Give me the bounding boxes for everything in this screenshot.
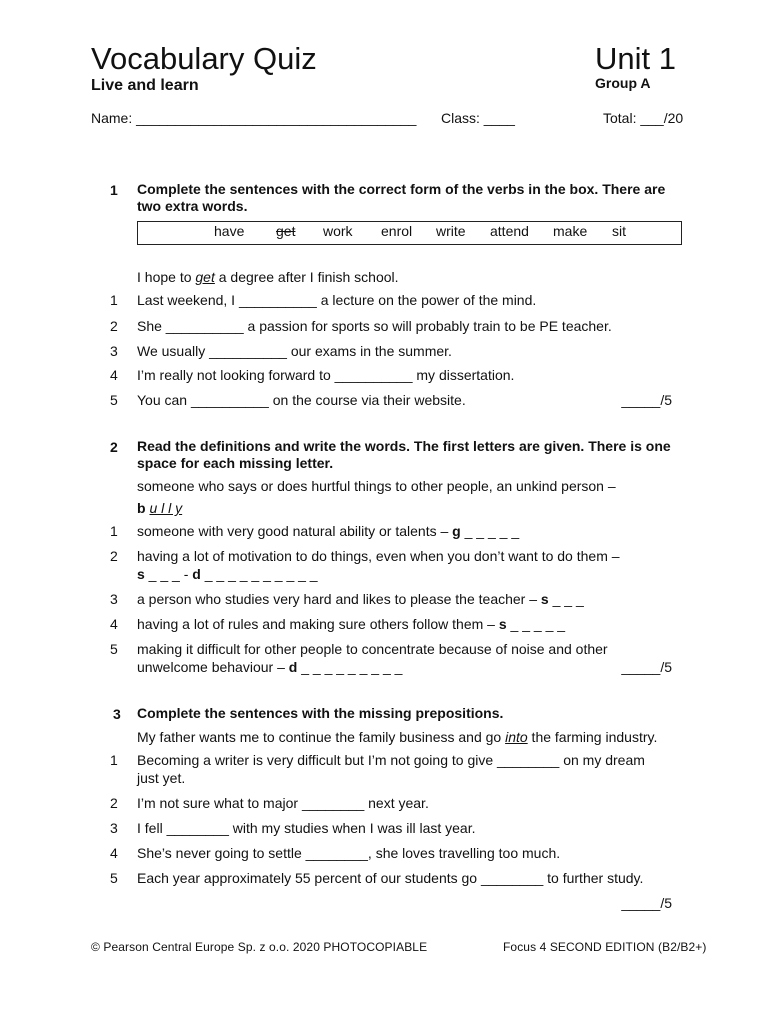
item-text-continued	[137, 658, 402, 676]
answer-letters: u l l y	[149, 500, 183, 516]
footer-copyright: © Pearson Central Europe Sp. z o.o. 2020 PHOTOCOPIABLE	[91, 940, 428, 954]
first-letter: s	[137, 566, 145, 582]
example-text: the farming industry.	[527, 729, 658, 745]
section-number: 1	[110, 182, 118, 198]
blanks: _ _ _ _ _ _ _ _ _	[297, 659, 403, 675]
item-text: She’s never going to settle ________, she loves travelling too much.	[137, 845, 561, 861]
first-letter: d	[192, 566, 201, 582]
item-text	[137, 615, 565, 633]
class-field: Class: ____	[441, 110, 515, 126]
first-letter: b	[137, 500, 146, 516]
definition: unwelcome behaviour –	[137, 659, 289, 675]
blanks: _ _ _ _ _	[460, 523, 520, 539]
example-answer: into	[505, 729, 528, 745]
page-title: Vocabulary Quiz	[91, 41, 317, 76]
footer-edition: Focus 4 SECOND EDITION (B2/B2+)	[503, 940, 707, 954]
example-text: I hope to	[137, 269, 196, 285]
example-definition: someone who says or does hurtful things to other people, an unkind person –	[137, 478, 616, 494]
section-score: _____/5	[621, 659, 672, 675]
item-number: 3	[110, 591, 118, 607]
section-instruction: Read the definitions and write the words. The first letters are given. There is one space for each missing letter.	[137, 438, 671, 471]
first-letter: g	[452, 523, 461, 539]
item-number: 5	[110, 870, 118, 886]
section-instruction: Complete the sentences with the missing prepositions.	[137, 705, 504, 721]
item-number: 5	[110, 641, 118, 657]
example-text: My father wants me to continue the family business and go	[137, 729, 506, 745]
blanks: _ _ _ _ _	[506, 616, 566, 632]
definition: having a lot of rules and making sure others follow them –	[137, 616, 499, 632]
item-number: 2	[110, 795, 118, 811]
word-box	[137, 221, 682, 245]
example-sentence	[137, 728, 657, 746]
definition: someone with very good natural ability or talents –	[137, 523, 453, 539]
item-answer-line	[137, 565, 318, 583]
item-number: 4	[110, 367, 118, 383]
section-instruction: Complete the sentences with the correct form of the verbs in the box. There are two extra words.	[137, 181, 666, 214]
item-text: You can __________ on the course via their website.	[137, 392, 466, 408]
word-item: attend	[490, 223, 529, 239]
item-number: 1	[110, 523, 118, 539]
item-text-continued: just yet.	[137, 770, 186, 786]
item-text: She __________ a passion for sports so will probably train to be PE teacher.	[137, 318, 612, 334]
first-letter: s	[540, 591, 549, 607]
item-number: 4	[110, 616, 118, 632]
example-answer: get	[195, 269, 215, 285]
name-field: Name: ____________________________________	[91, 110, 417, 126]
section-score: _____/5	[621, 392, 672, 408]
item-text	[137, 590, 584, 608]
word-item-crossed: get	[276, 223, 296, 239]
item-number: 4	[110, 845, 118, 861]
item-number: 3	[110, 343, 118, 359]
first-letter: d	[288, 659, 298, 675]
item-number: 2	[110, 548, 118, 564]
item-text: making it difficult for other people to concentrate because of noise and other	[137, 641, 608, 657]
item-number: 5	[110, 392, 118, 408]
blanks: _ _ _	[548, 591, 584, 607]
item-text: having a lot of motivation to do things, even when you don’t want to do them –	[137, 548, 620, 564]
example-sentence	[137, 268, 399, 286]
item-number: 1	[110, 292, 118, 308]
group-label: Group A	[595, 75, 651, 91]
example-answer	[137, 499, 182, 517]
total-field: Total: ___/20	[603, 110, 684, 126]
word-item: make	[553, 223, 588, 239]
blanks: _ _ _ _ _ _ _ _ _ _	[200, 566, 318, 582]
blanks: _ _ _ -	[144, 566, 193, 582]
item-text: I’m not sure what to major ________ next year.	[137, 795, 429, 811]
word-item: sit	[612, 223, 626, 239]
item-text: I’m really not looking forward to __________ my dissertation.	[137, 367, 515, 383]
first-letter: s	[498, 616, 507, 632]
word-item: enrol	[381, 223, 413, 239]
definition: a person who studies very hard and likes to please the teacher –	[137, 591, 541, 607]
item-number: 1	[110, 752, 118, 768]
item-number: 2	[110, 318, 118, 334]
word-item: write	[436, 223, 466, 239]
item-text: We usually __________ our exams in the summer.	[137, 343, 452, 359]
word-item: have	[214, 223, 245, 239]
section-score: _____/5	[621, 895, 672, 911]
section-number: 3	[113, 706, 121, 722]
word-item: work	[323, 223, 353, 239]
item-text	[137, 522, 519, 540]
item-text: I fell ________ with my studies when I was ill last year.	[137, 820, 476, 836]
page-subtitle: Live and learn	[91, 77, 199, 94]
section-number: 2	[110, 439, 118, 455]
item-text: Becoming a writer is very difficult but I’m not going to give ________ on my dream	[137, 752, 645, 768]
item-number: 3	[110, 820, 118, 836]
item-text: Each year approximately 55 percent of our students go ________ to further study.	[137, 870, 644, 886]
item-text: Last weekend, I __________ a lecture on the power of the mind.	[137, 292, 537, 308]
example-text: a degree after I finish school.	[214, 269, 399, 285]
unit-label: Unit 1	[595, 41, 676, 76]
